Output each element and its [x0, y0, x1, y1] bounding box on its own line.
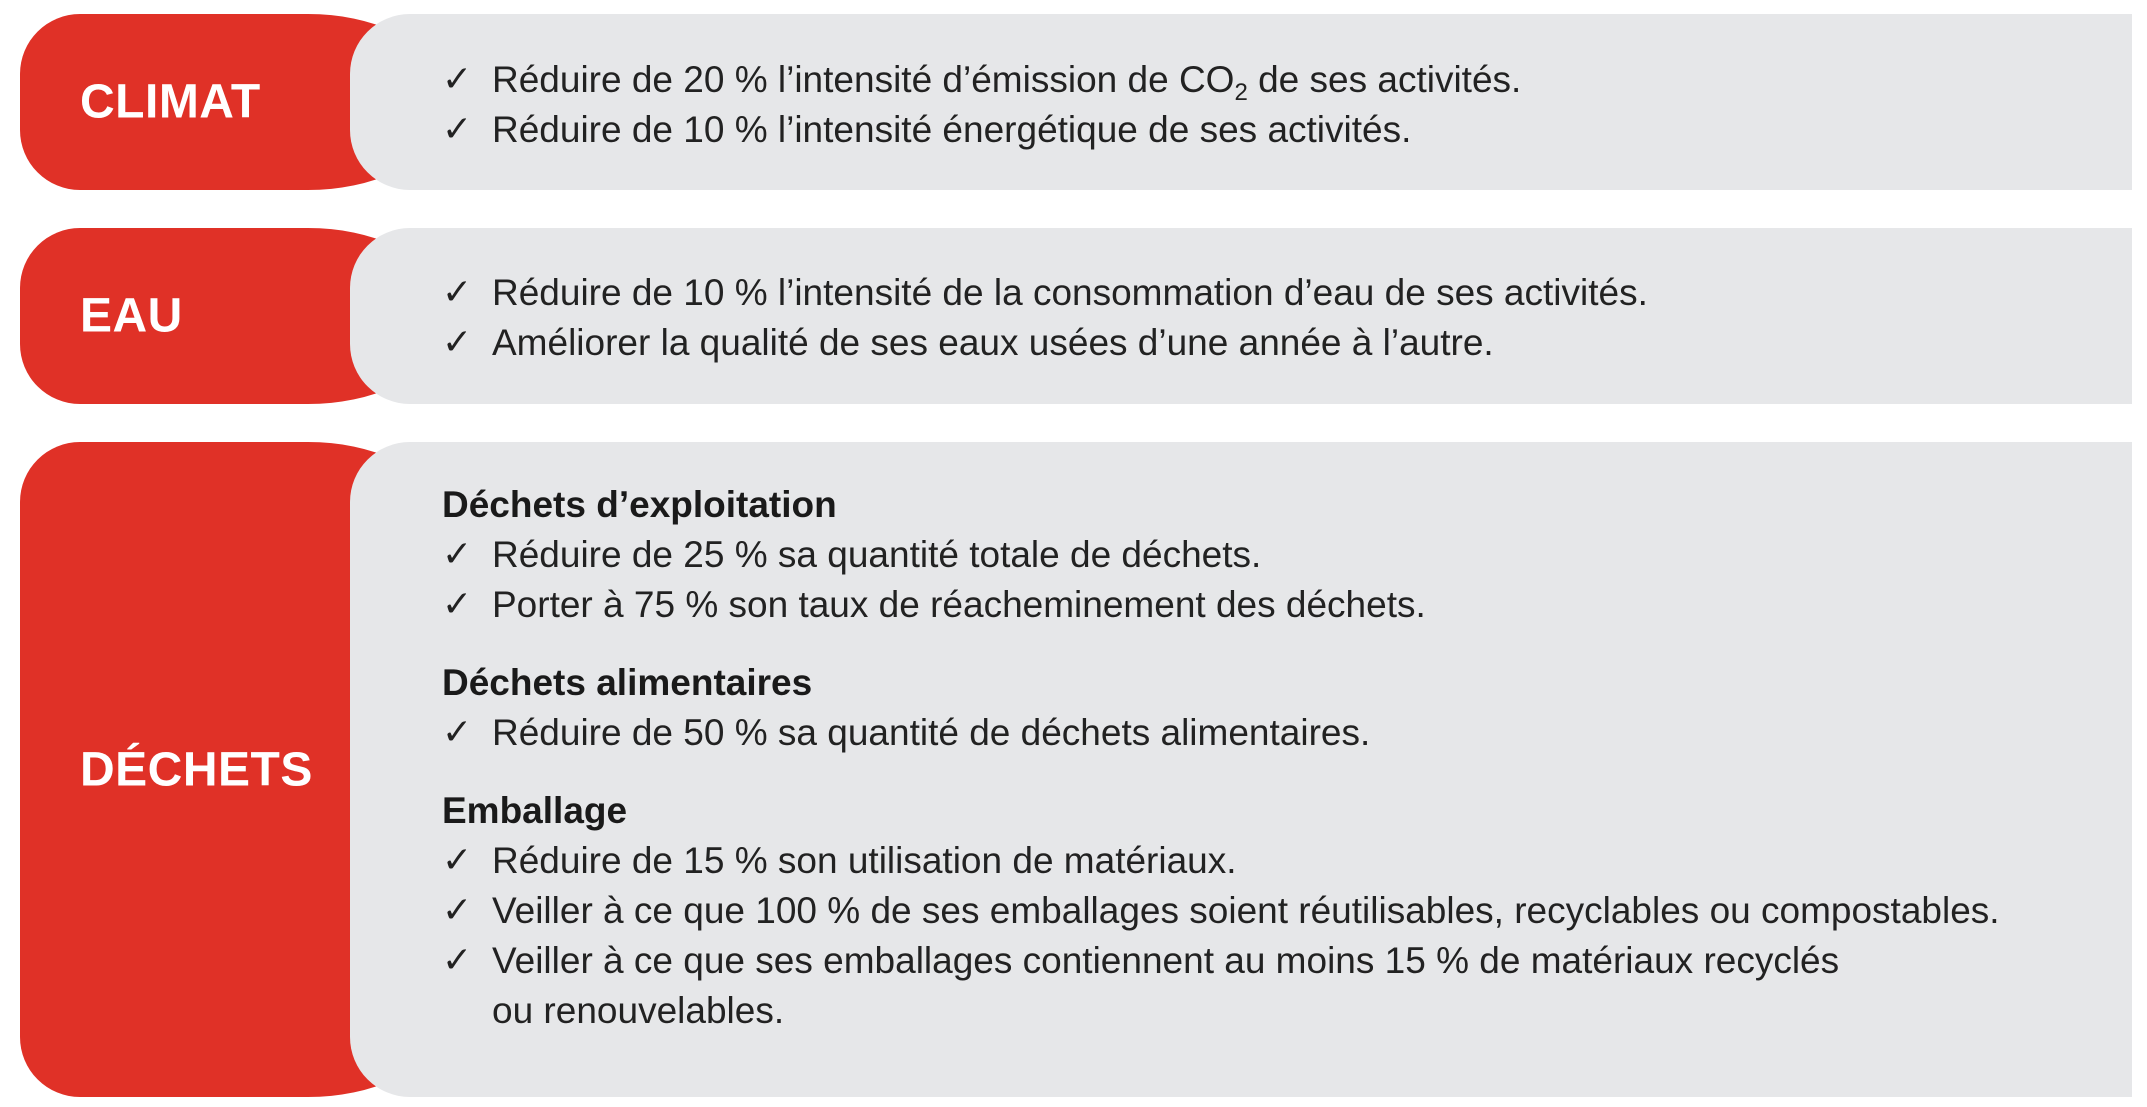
climat-items — [442, 55, 2127, 155]
checkmark-icon: ✓ — [442, 890, 473, 931]
list-item: ✓ Réduire de 15 % son utilisation de matériaux. — [442, 836, 2127, 886]
checkmark-icon: ✓ — [442, 584, 473, 625]
list-item: ✓ Porter à 75 % son taux de réacheminement des déchets. — [442, 580, 2127, 630]
list-item: ✓ Réduire de 50 % sa quantité de déchets alimentaires. — [442, 708, 2127, 758]
checkmark-icon: ✓ — [442, 534, 473, 575]
list-item: ✓ Réduire de 25 % sa quantité totale de déchets. — [442, 530, 2127, 580]
checkmark-icon: ✓ — [442, 272, 473, 313]
checkmark-icon: ✓ — [442, 59, 473, 100]
checkmark-icon: ✓ — [442, 322, 473, 363]
checkmark-icon: ✓ — [442, 840, 473, 881]
list-item: ✓ Réduire de 10 % l’intensité de la consommation d’eau de ses activités. — [442, 268, 2127, 318]
section-label: DÉCHETS — [80, 743, 313, 796]
checkmark-icon: ✓ — [442, 109, 473, 150]
subheading: Déchets d’exploitation — [442, 484, 837, 525]
list-item: ✓ Réduire de 20 % l’intensité d’émission de $CO_2$ de ses activités. — [442, 55, 2127, 105]
checkmark-icon: ✓ — [442, 940, 473, 981]
list-item: ✓ Améliorer la qualité de ses eaux usées d’une année à l’autre. — [442, 318, 2127, 368]
list-item: ✓ Veiller à ce que 100 % de ses emballages soient réutilisables, recyclables ou compostables. — [442, 886, 2127, 936]
dechets-items — [442, 480, 2127, 1036]
list-item: ✓ Réduire de 10 % l’intensité énergétique de ses activités. — [442, 105, 2127, 155]
checkmark-icon: ✓ — [442, 712, 473, 753]
section-label: CLIMAT — [80, 75, 261, 129]
subheading: Déchets alimentaires — [442, 662, 813, 703]
list-item: ✓ Veiller à ce que ses emballages contiennent au moins 15 % de matériaux recyclés — [442, 936, 2127, 986]
eau-items — [442, 268, 2127, 368]
section-label: EAU — [80, 289, 183, 343]
list-item-continuation: ou renouvelables. — [492, 990, 785, 1031]
subheading: Emballage — [442, 790, 628, 831]
